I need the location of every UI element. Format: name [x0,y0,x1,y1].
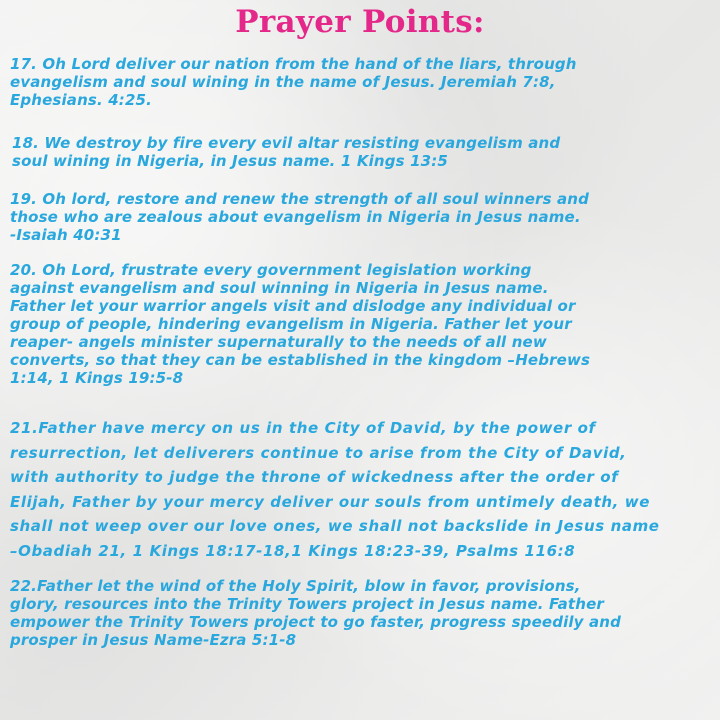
prayer-point-18 [12,134,560,170]
prayer-point-line: glory, resources into the Trinity Towers project in Jesus name. Father [10,595,604,613]
prayer-point-line: 21.Father have mercy on us in the City of David, by the power of [10,419,596,437]
prayer-point-line: Father let your warrior angels visit and dislodge any individual or [10,297,576,315]
prayer-point-line: Ephesians. 4:25. [10,91,152,109]
prayer-point-line: group of people, hindering evangelism in Nigeria. Father let your [10,315,572,333]
prayer-point-line: 1:14, 1 Kings 19:5-8 [10,369,184,387]
page-title: Prayer Points: [235,4,485,40]
prayer-point-line: prosper in Jesus Name-Ezra 5:1-8 [10,631,297,649]
prayer-point-line: 19. Oh lord, restore and renew the strength of all soul winners and [10,190,590,208]
prayer-point-line: 22.Father let the wind of the Holy Spirit, blow in favor, provisions, [10,577,581,595]
prayer-point-line: evangelism and soul wining in the name of Jesus. Jeremiah 7:8, [10,73,556,91]
prayer-point-line: shall not weep over our love ones, we shall not backslide in Jesus name [10,517,660,535]
prayer-point-line: –Obadiah 21, 1 Kings 18:17-18,1 Kings 18:23-39, Psalms 116:8 [10,541,576,560]
prayer-point-line: empower the Trinity Towers project to go faster, progress speedily and [10,613,621,631]
prayer-point-line: soul wining in Nigeria, in Jesus name. 1 Kings 13:5 [12,152,448,170]
prayer-point-line: with authority to judge the throne of wickedness after the order of [10,468,619,486]
prayer-point-line: converts, so that they can be established in the kingdom –Hebrews [10,351,591,369]
prayer-point-17 [10,55,577,109]
prayer-point-line: 18. We destroy by fire every evil altar resisting evangelism and [12,134,561,152]
prayer-point-line: 17. Oh Lord deliver our nation from the hand of the liars, through [10,55,577,73]
prayer-point-line: resurrection, let deliverers continue to arise from the City of David, [10,443,627,462]
prayer-point-19 [10,190,589,244]
prayer-point-22 [10,577,621,649]
prayer-point-line: -Isaiah 40:31 [10,226,122,244]
prayer-point-line: Elijah, Father by your mercy deliver our souls from untimely death, we [10,492,650,511]
prayer-point-line: against evangelism and soul winning in Nigeria in Jesus name. [10,279,549,297]
prayer-point-line: reaper- angels minister supernaturally to the needs of all new [10,333,547,351]
prayer-point-20 [10,261,590,387]
prayer-point-line: those who are zealous about evangelism in Nigeria in Jesus name. [10,208,581,226]
prayer-point-line: 20. Oh Lord, frustrate every government legislation working [10,261,532,279]
prayer-point-21 [10,416,660,563]
